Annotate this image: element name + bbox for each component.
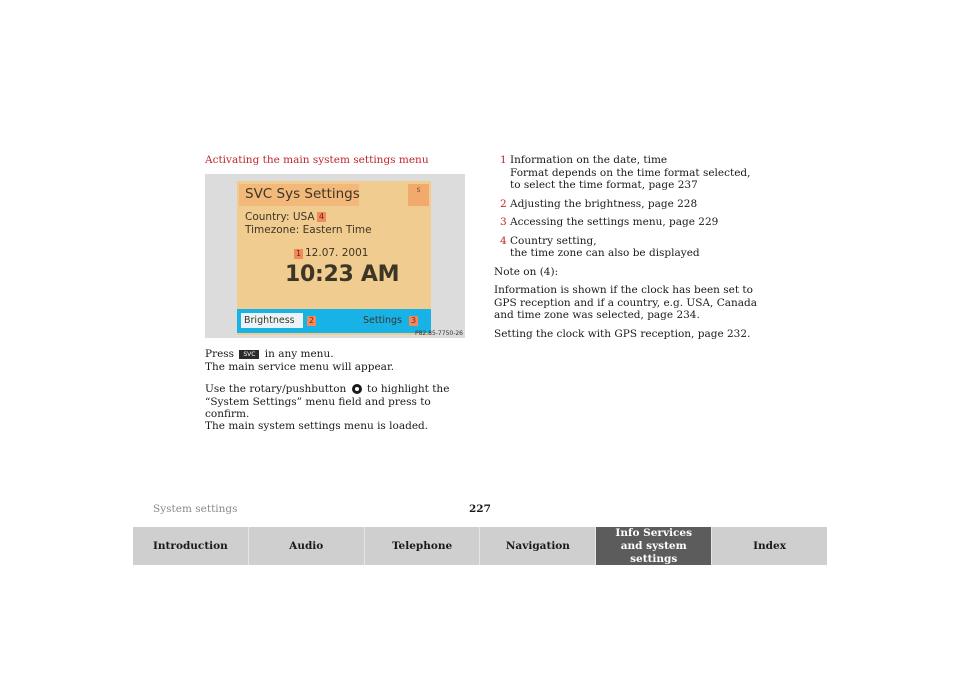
status-icon: S <box>408 184 429 206</box>
legend-line: Information on the date, time <box>510 154 668 166</box>
country-line: Country: USA <box>245 211 315 223</box>
tab-info-services[interactable] <box>596 527 712 565</box>
legend-item <box>494 154 764 192</box>
legend-line: Format depends on the time format selected, <box>510 166 751 179</box>
note-body: Information is shown if the clock has been set to GPS reception and if a country, e.g. USA, Canada and time zone was selected, page 234. <box>494 284 758 321</box>
legend-line: Adjusting the brightness, page 228 <box>510 197 698 210</box>
brightness-button[interactable]: Brightness <box>241 313 303 328</box>
section-label: System settings <box>153 503 238 515</box>
tab-introduction[interactable]: Introduction <box>133 527 249 565</box>
screen-time: 10:23 AM <box>285 262 400 287</box>
rotary-paragraph <box>205 383 475 421</box>
callout-3: 3 <box>410 316 417 325</box>
note-block <box>494 266 764 341</box>
press-pre: Press <box>205 348 235 360</box>
legend-line: Accessing the settings menu, page 229 <box>510 216 719 228</box>
tab-telephone[interactable]: Telephone <box>365 527 481 565</box>
legend-line: Country setting, <box>510 234 597 247</box>
screen-soft-key-bar <box>237 309 431 333</box>
loaded-paragraph <box>205 420 475 433</box>
callout-4: 4 <box>318 212 325 221</box>
page-number: 227 <box>469 503 491 515</box>
svc-key-icon: SVC <box>239 350 259 359</box>
rotary-pre: Use the rotary/pushbutton <box>205 383 347 395</box>
figure-reference: P82.85-7750-26 <box>414 330 463 337</box>
menu-appears-text: The main service menu will appear. <box>205 360 395 373</box>
legend-number: 2 <box>500 197 507 210</box>
chapter-tabs <box>133 527 827 565</box>
callout-2: 2 <box>308 316 315 325</box>
tab-index[interactable]: Index <box>712 527 827 565</box>
screen-date: 12.07. 2001 <box>305 247 369 259</box>
legend-line: the time zone can also be displayed <box>510 247 700 259</box>
rotary-pushbutton-icon <box>352 384 362 394</box>
tab-navigation[interactable]: Navigation <box>480 527 596 565</box>
screen-title: SVC Sys Settings <box>245 186 360 202</box>
display-screen <box>237 181 431 335</box>
legend-item <box>494 216 764 229</box>
note-title: Note on (4): <box>494 265 559 278</box>
legend-item <box>494 235 764 260</box>
press-svc-paragraph <box>205 348 475 373</box>
loaded-text: The main system settings menu is loaded. <box>205 420 429 432</box>
tab-audio[interactable]: Audio <box>249 527 365 565</box>
timezone-line: Timezone: Eastern Time <box>245 224 372 236</box>
tab-info-services-label: Info Services and system settings <box>615 526 693 565</box>
legend-item <box>494 198 764 211</box>
legend-number: 1 <box>500 154 507 166</box>
rotary-post: to highlight the “System Settings” menu field and press to confirm. <box>205 383 450 420</box>
legend-line: to select the time format, page 237 <box>510 179 698 191</box>
legend-number: 3 <box>500 216 507 228</box>
system-settings-figure <box>205 174 465 338</box>
press-post: in any menu. <box>264 348 334 360</box>
gps-reference: Setting the clock with GPS reception, page 232. <box>494 327 751 340</box>
legend-column <box>494 154 764 346</box>
callout-1: 1 <box>295 249 302 258</box>
section-heading: Activating the main system settings menu <box>205 154 429 166</box>
settings-button[interactable]: Settings <box>363 315 402 326</box>
legend-number: 4 <box>500 234 507 247</box>
